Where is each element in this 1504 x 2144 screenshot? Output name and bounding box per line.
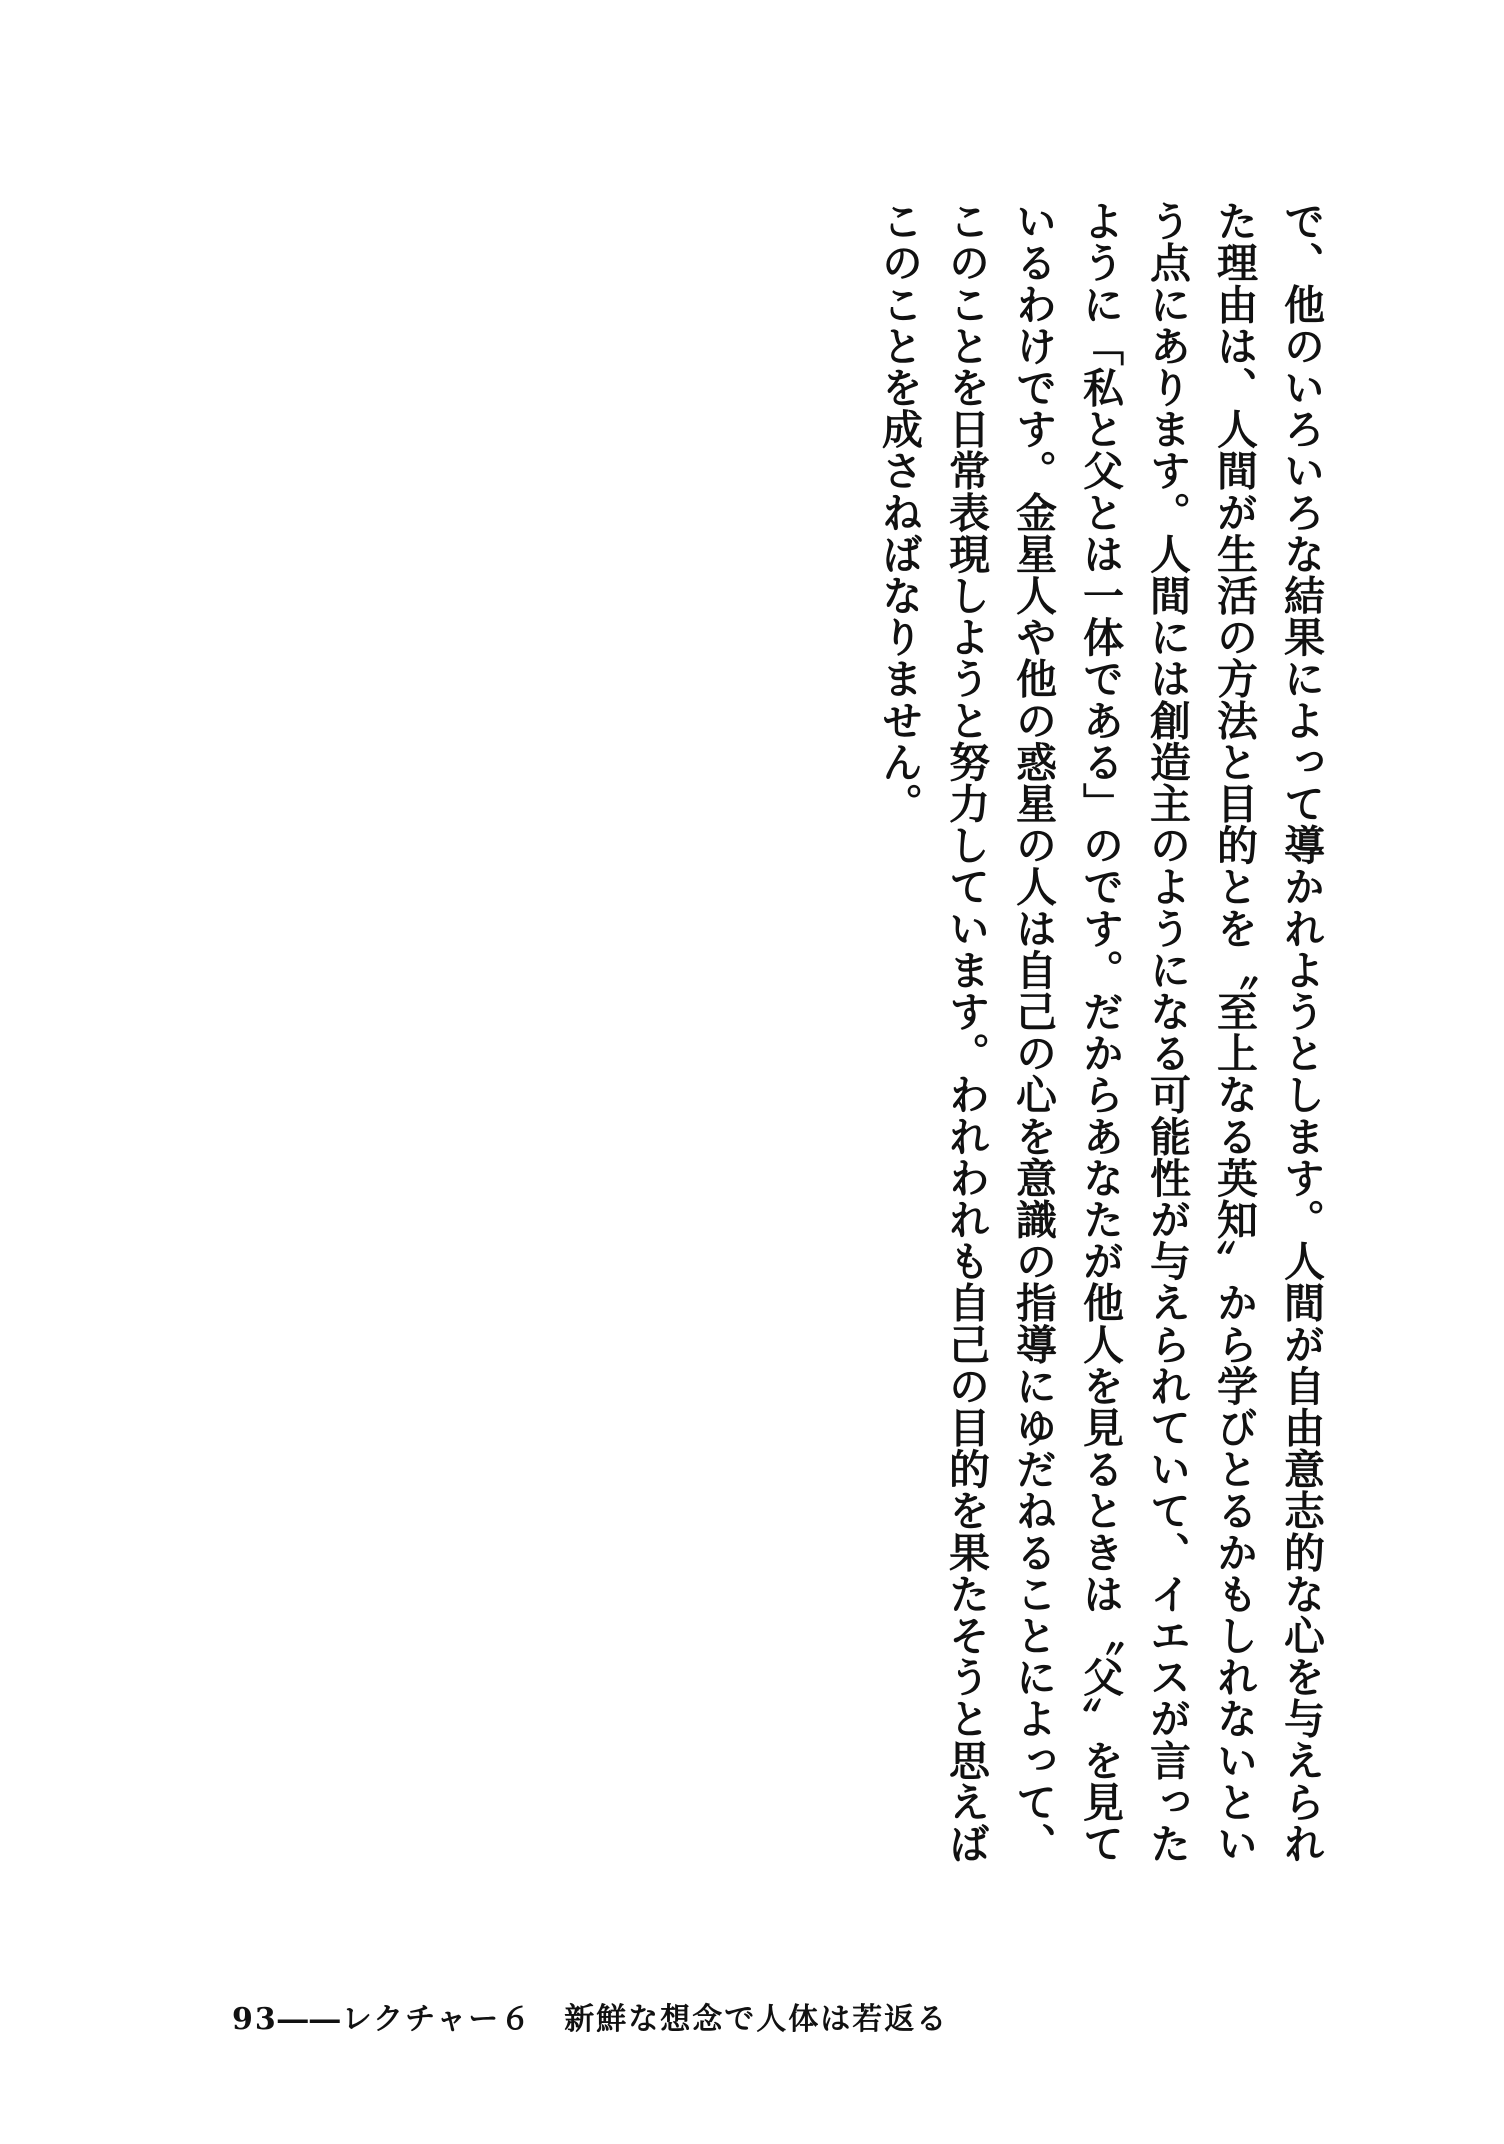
- footer-separator: ――: [277, 2002, 342, 2037]
- page-number: 93: [232, 2002, 278, 2037]
- page-footer: [232, 1994, 948, 2038]
- body-text: で、他のいろいろな結果によって導かれようとします。人間が自由意志的な心を与えられた理由は、人間が生活の方法と目的とを〝至上なる英知〟から学びとるかもしれないという点にあります。人間には創造主のようになる可能性が与えられていて、イエスが言ったように「私と父とは一体である」のです。だからあなたが他人を見るときは〝父〟を見ているわけです。金星人や他の惑星の人は自己の心を意識の指導にゆだねることによって、このことを日常表現しようと努力しています。われわれも自己の目的を果たそうと思えばこのことを成さねばなりません。: [875, 200, 1325, 1864]
- running-title: レクチャー６ 新鮮な想念で人体は若返る: [341, 2002, 949, 2037]
